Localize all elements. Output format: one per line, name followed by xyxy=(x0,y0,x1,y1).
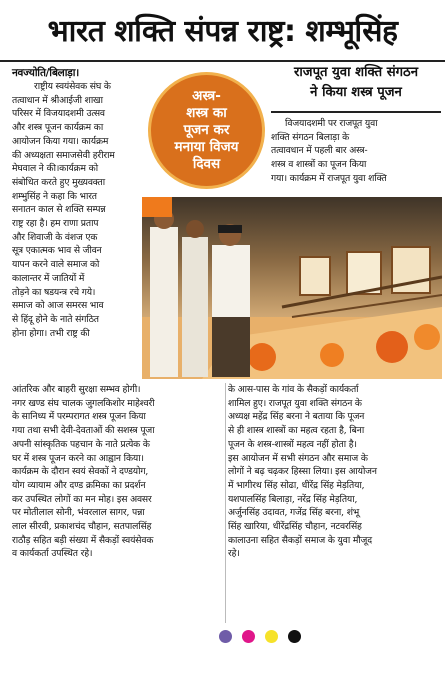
text-line: लाल सीरवी, प्रकाशचंद चौहान, सतपालसिंह xyxy=(12,521,152,533)
text-line: शक्ति संगठन बिलाड़ा के xyxy=(271,131,350,143)
text-line: रहे। xyxy=(228,548,240,560)
text-line: संबोधित करते हुए मुख्यवक्ता xyxy=(12,176,106,188)
badge-line: पूजन कर xyxy=(183,122,230,138)
text-line: समाज को आज समरस भाव xyxy=(12,300,104,312)
text-line: अर्जुनसिंह उदावत, गजेंद्र सिंह बरना, शंभू xyxy=(228,507,360,519)
left-column xyxy=(12,80,140,340)
text-line: यशपालसिंह बिलाड़ा, नरेंद्र सिंह मेड़तिया, xyxy=(228,493,358,505)
text-line: योग व्यायाम और दण्ड क्रमिका का प्रदर्शन xyxy=(12,479,146,491)
text-line: सनातन काल से शक्ति सम्पन्न xyxy=(12,204,106,216)
text-line: से ही शास्त्र शास्त्रों का महत्व रहता है, बिना xyxy=(228,425,365,437)
text-line: कार्यक्रम के दौरान स्वयं सेवकों ने दण्डयोग, xyxy=(12,466,149,478)
text-line: आयोजन किया गया। कार्यक्रम xyxy=(12,135,109,147)
text-line: के सानिध्य में परम्परागत शस्त्र पूजन किया xyxy=(12,411,146,423)
text-line: और शस्त्र पूजन कार्यक्रम का xyxy=(12,122,104,134)
print-registration-marks xyxy=(0,630,445,646)
text-line: लोगों ने बढ़ चढ़कर हिस्सा लिया। इस आयोजन xyxy=(228,466,377,478)
highlight-badge xyxy=(148,72,265,189)
text-line: शस्त्र व शास्त्रों का पूजन किया xyxy=(271,159,367,171)
text-line: गया। कार्यक्रम में राजपूत युवा शक्ति xyxy=(271,172,387,184)
text-line: आंतरिक और बाहरी सुरक्षा सम्भव होगी। xyxy=(12,384,141,395)
print-mark-black xyxy=(288,630,301,643)
text-line: गया तथा सभी देवी-देवताओं की सशस्त्र पूजा xyxy=(12,425,155,437)
text-line: होना होगा। तभी राष्ट्र की xyxy=(12,327,90,339)
badge-line: अस्त्र- xyxy=(192,88,221,104)
text-line: तोड़ने का षडयन्त्र रचे गये। xyxy=(12,286,96,298)
text-line: व कार्यकर्ता उपस्थित रहे। xyxy=(12,548,93,560)
text-line: कालान्तर में जातियों में xyxy=(12,272,85,284)
badge-line: शस्त्र का xyxy=(186,105,227,121)
headline: भारत शक्ति संपन्न राष्ट्र: शम्भूसिंह xyxy=(47,14,398,49)
text-line: सूत्र एकात्मक भाव से जीवन xyxy=(12,245,102,257)
text-line: अध्यक्ष महेंद्र सिंह बरना ने बताया कि पूजन xyxy=(228,411,365,423)
text-line: परिसर में विजयादशमी उत्सव xyxy=(12,108,105,120)
badge-line: मनाया विजय xyxy=(174,139,239,155)
print-mark-magenta xyxy=(242,630,255,643)
badge-line: दिवस xyxy=(192,156,221,172)
text-line: शम्भुसिंह ने कहा कि भारत xyxy=(12,190,97,202)
text-line: विजयादशमी पर राजपूत युवा xyxy=(285,118,378,129)
side-heading-line: ने किया शस्त्र पूजन xyxy=(310,85,402,100)
side-story-heading xyxy=(271,63,441,113)
headline-rule xyxy=(0,60,445,62)
byline: नवज्योति/बिलाड़ा। xyxy=(12,67,79,79)
text-line: इस आयोजन में सभी संगठन और समाज के xyxy=(228,452,368,464)
text-line: घर में शस्त्र पूजन करने का आह्वान किया। xyxy=(12,452,144,464)
text-line: यापन करने वाले समाज को xyxy=(12,259,100,271)
bottom-column xyxy=(12,383,224,561)
text-line: कर उपस्थित लोगों का मन मोह। इस अवसर xyxy=(12,493,152,505)
text-line: नगर खण्ड संघ चालक जुगलकिशोर माहेश्वरी xyxy=(12,397,155,409)
text-line: पूजन के शस्त्र-शास्त्रों महत्व नहीं होता है। xyxy=(228,438,357,450)
text-line: और शिवाजी के वंशज एक xyxy=(12,231,98,243)
photo-illustration xyxy=(142,197,442,379)
print-mark-yellow xyxy=(265,630,278,643)
text-line: से हिंदू होने के नाते संगठित xyxy=(12,313,99,325)
text-line: की अध्यक्षता समाजसेवी हरीराम xyxy=(12,149,115,161)
side-story-bottom xyxy=(228,383,441,561)
side-heading-line: राजपूत युवा शक्ति संगठन xyxy=(293,65,419,80)
text-line: राष्ट्रीय स्वयंसेवक संघ के xyxy=(34,81,111,92)
text-line: अपनी सांस्कृतिक पहचान के नाते प्रत्येक के xyxy=(12,438,150,450)
text-line: कालाउना सहित सैकड़ों समाज के युवा मौजूद xyxy=(228,534,372,546)
column-divider xyxy=(225,383,226,623)
text-line: के आस-पास के गांव के सैकड़ों कार्यकर्ता xyxy=(228,384,359,395)
text-line: तत्वावधान में पहली बार अस्त्र- xyxy=(271,145,368,157)
side-story-top xyxy=(271,117,441,186)
print-mark-purple xyxy=(219,630,232,643)
text-line: राठौड़ सहित बड़ी संख्या में सैकड़ों स्वयंसेवक xyxy=(12,534,154,546)
text-line: पर मोतीलाल सोनी, भंवरलाल सागर, पन्ना xyxy=(12,507,145,519)
text-line: राष्ट्र रहा है। हम राणा प्रताप xyxy=(12,218,99,230)
text-line: तत्वाधान में श्रीआईजी शाखा xyxy=(12,94,103,106)
text-line: शामिल हुए। राजपूत युवा शक्ति संगठन के xyxy=(228,397,362,409)
text-line: सिंह खारिया, धीरेंद्रसिंह चौहान, नटवरसिंह xyxy=(228,521,362,533)
text-line: मेघवाल ने की।कार्यक्रम को xyxy=(12,163,98,175)
event-photo xyxy=(142,197,442,379)
text-line: में भागीरथ सिंह सोढा, धीरेंद्र सिंह मेड़तिया, xyxy=(228,479,365,491)
